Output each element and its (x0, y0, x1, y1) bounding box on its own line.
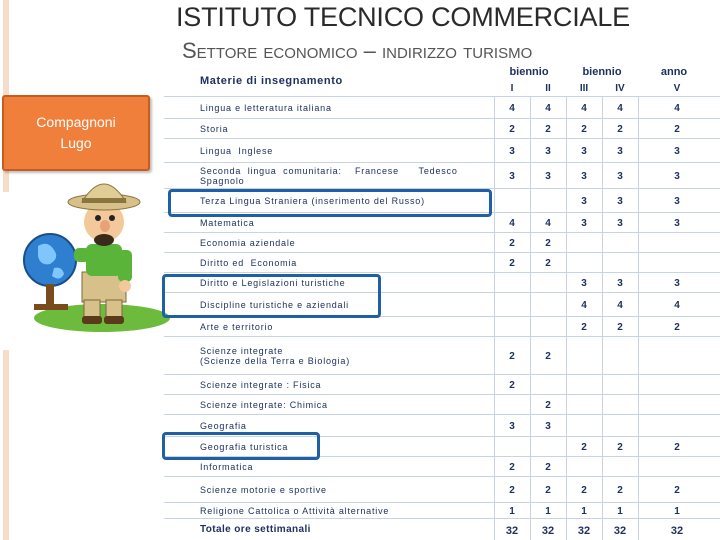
column-divider (566, 96, 567, 540)
hours-cell: 32 (670, 524, 684, 537)
hours-cell: 3 (674, 170, 680, 182)
hours-cell: 2 (545, 484, 551, 496)
hours-cell: 2 (581, 441, 587, 453)
subject-name: Storia (200, 124, 229, 134)
hours-cell: 3 (545, 170, 551, 182)
page-title: ISTITUTO TECNICO COMMERCIALE (176, 2, 630, 32)
hours-cell: 3 (509, 145, 515, 157)
hours-cell: 2 (545, 350, 551, 362)
hours-cell: 2 (617, 484, 623, 496)
subject-name: Totale ore settimanali (200, 524, 311, 535)
table-row (164, 476, 720, 503)
table-row (164, 252, 720, 273)
table-row (164, 162, 720, 189)
subject-name: Lingua Inglese (200, 146, 274, 156)
hours-cell: 4 (581, 299, 587, 311)
hours-cell: 4 (509, 102, 515, 114)
year-header: I (510, 83, 514, 94)
subject-name: Geografia turistica (200, 442, 289, 452)
hours-cell: 3 (617, 170, 623, 182)
hours-cell: 3 (581, 145, 587, 157)
column-divider (530, 96, 531, 540)
hours-cell: 4 (581, 102, 587, 114)
hours-cell: 3 (545, 420, 551, 432)
year-header: V (673, 83, 681, 94)
hours-cell: 1 (509, 505, 515, 517)
hours-cell: 2 (581, 123, 587, 135)
hours-cell: 3 (509, 170, 515, 182)
year-header: IV (615, 83, 625, 94)
hours-cell: 3 (617, 145, 623, 157)
hours-cell: 2 (674, 441, 680, 453)
hours-cell: 2 (509, 350, 515, 362)
subject-name: Geografia (200, 421, 247, 431)
hours-cell: 3 (674, 145, 680, 157)
hours-cell: 3 (617, 195, 623, 207)
table-row (164, 118, 720, 139)
subject-name: Arte e territorio (200, 322, 274, 332)
hours-cell: 2 (545, 237, 551, 249)
hours-cell: 4 (617, 299, 623, 311)
hours-cell: 1 (545, 505, 551, 517)
subject-name: Scienze motorie e sportive (200, 485, 327, 495)
highlight-terza-lingua (168, 189, 492, 217)
hours-cell: 4 (674, 299, 680, 311)
highlight-geografia-turistica (162, 432, 320, 460)
hours-cell: 2 (674, 321, 680, 333)
table-row (164, 96, 720, 119)
hours-cell: 2 (545, 461, 551, 473)
hours-cell: 2 (617, 321, 623, 333)
subject-name: Diritto ed Economia (200, 258, 298, 268)
hours-cell: 3 (617, 217, 623, 229)
group-header-fifth-year: anno (660, 66, 688, 78)
hours-cell: 2 (581, 321, 587, 333)
hours-cell: 2 (545, 399, 551, 411)
callout-line-1: Compagnoni (36, 114, 116, 130)
group-header-second-biennio: biennio (582, 66, 622, 78)
subject-name: Scienze integrate: Chimica (200, 400, 328, 410)
column-divider (638, 96, 639, 540)
hours-cell: 1 (617, 505, 623, 517)
hours-cell: 32 (613, 524, 627, 537)
hours-cell: 3 (674, 277, 680, 289)
hours-cell: 2 (545, 123, 551, 135)
hours-cell: 3 (617, 277, 623, 289)
hours-cell: 1 (674, 505, 680, 517)
subject-name: Seconda lingua comunitaria: Francese Tedesco Spagnolo (200, 166, 458, 186)
hours-cell: 32 (541, 524, 555, 537)
hours-cell: 2 (509, 461, 515, 473)
hours-cell: 4 (509, 217, 515, 229)
hours-cell: 3 (545, 145, 551, 157)
subject-name: Scienze integrate (Scienze della Terra e Biologia) (200, 346, 350, 366)
hours-cell: 3 (581, 170, 587, 182)
table-row (164, 502, 720, 519)
column-divider (602, 96, 603, 540)
column-header-subjects: Materie di insegnamento (200, 75, 343, 87)
subject-name: Terza Lingua Straniera (inserimento del Russo) (200, 196, 425, 206)
hours-cell: 2 (509, 379, 515, 391)
subject-name: Informatica (200, 462, 254, 472)
hours-cell: 4 (617, 102, 623, 114)
hours-cell: 3 (674, 217, 680, 229)
subject-name: Discipline turistiche e aziendali (200, 300, 349, 310)
hours-cell: 32 (577, 524, 591, 537)
subject-name: Diritto e Legislazioni turistiche (200, 278, 346, 288)
hours-cell: 1 (581, 505, 587, 517)
hours-cell: 2 (617, 123, 623, 135)
hours-cell: 3 (674, 195, 680, 207)
hours-cell: 2 (545, 257, 551, 269)
year-header: II (545, 83, 551, 94)
hours-cell: 2 (674, 484, 680, 496)
hours-cell: 3 (581, 277, 587, 289)
hours-cell: 4 (674, 102, 680, 114)
hours-cell: 3 (581, 195, 587, 207)
page-subtitle: Settore economico – indirizzo turismo (182, 38, 533, 63)
hours-cell: 2 (509, 257, 515, 269)
table-row (164, 394, 720, 415)
hours-cell: 3 (509, 420, 515, 432)
subject-name: Scienze integrate : Fisica (200, 380, 322, 390)
column-divider (494, 96, 495, 540)
hours-cell: 3 (581, 217, 587, 229)
table-row (164, 138, 720, 163)
highlight-discipline-turistiche (162, 274, 381, 318)
hours-cell: 2 (617, 441, 623, 453)
table-row (164, 232, 720, 253)
hours-cell: 4 (545, 217, 551, 229)
hours-cell: 2 (509, 237, 515, 249)
hours-cell: 32 (505, 524, 519, 537)
hours-cell: 2 (509, 123, 515, 135)
total-row (164, 518, 720, 540)
school-callout (2, 95, 150, 171)
group-header-first-biennio: biennio (509, 66, 549, 78)
hours-cell: 2 (509, 484, 515, 496)
year-header: III (579, 83, 589, 94)
left-decor-bar (3, 350, 9, 540)
subject-name: Lingua e letteratura italiana (200, 103, 332, 113)
table-row (164, 374, 720, 395)
hours-cell: 2 (674, 123, 680, 135)
subject-name: Matematica (200, 218, 255, 228)
hours-cell: 4 (545, 102, 551, 114)
callout-line-2: Lugo (60, 135, 92, 151)
hours-cell: 2 (581, 484, 587, 496)
subject-name: Religione Cattolica o Attività alternative (200, 506, 390, 516)
table-row (164, 316, 720, 337)
table-row (164, 336, 720, 375)
explorer-illustration (20, 168, 170, 338)
subject-name: Economia aziendale (200, 238, 296, 248)
